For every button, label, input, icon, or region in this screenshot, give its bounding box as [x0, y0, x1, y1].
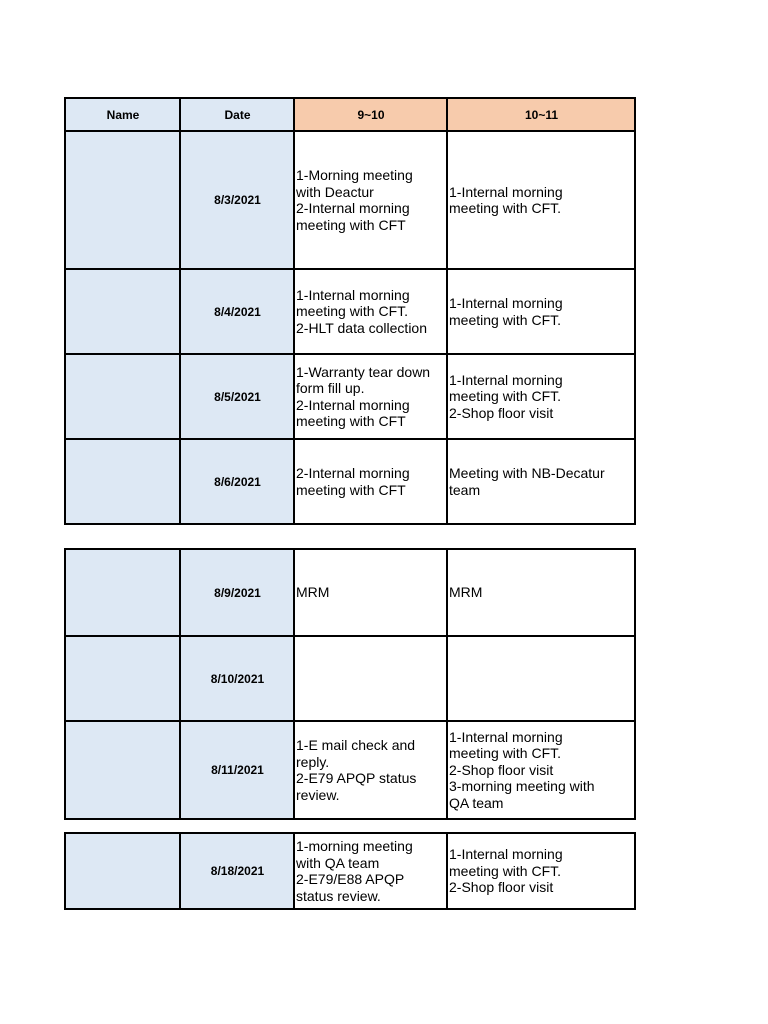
activity-line: 1-Internal morning — [449, 183, 563, 200]
activity-line: 2-Shop floor visit — [449, 761, 554, 778]
table-row — [65, 269, 635, 354]
date-cell: 8/3/2021 — [180, 131, 294, 269]
activity-line: MRM — [296, 584, 330, 601]
activity-line: QA team — [449, 794, 504, 811]
table-row — [65, 131, 635, 269]
header-row — [65, 98, 635, 131]
activity-line: review. — [296, 786, 340, 803]
activity-line: 1-Internal morning — [449, 846, 563, 863]
activity-line: 1-Internal morning — [296, 286, 410, 303]
activity-line: reply. — [296, 753, 330, 770]
date-cell: 8/6/2021 — [180, 439, 294, 524]
header-slot-9-10: 9~10 — [294, 98, 447, 131]
activity-line: 2-Internal morning — [296, 396, 410, 413]
header-slot-10-11: 10~11 — [447, 98, 635, 131]
activity-line: 1-E mail check and — [296, 737, 416, 753]
slot-9-10-cell — [294, 354, 447, 439]
activity-line: meeting with CFT — [296, 216, 406, 233]
name-cell — [65, 131, 180, 269]
name-cell — [65, 354, 180, 439]
activity-line: Meeting with NB-Decatur — [449, 465, 605, 481]
slot-10-11-cell — [447, 833, 635, 909]
name-cell — [65, 833, 180, 909]
activity-line: 1-Warranty tear down — [296, 363, 431, 380]
activity-line: 2-Internal morning — [296, 200, 410, 216]
slot-9-10-cell — [294, 636, 447, 721]
date-cell: 8/11/2021 — [180, 721, 294, 819]
slot-10-11-cell — [447, 269, 635, 354]
slot-9-10-cell — [294, 131, 447, 269]
table-row — [65, 354, 635, 439]
slot-10-11-cell — [447, 636, 635, 721]
activity-line: 2-Internal morning — [296, 465, 410, 481]
name-cell — [65, 439, 180, 524]
slot-10-11-cell — [447, 354, 635, 439]
slot-9-10-cell — [294, 721, 447, 819]
table-row — [65, 636, 635, 721]
activity-line: meeting with CFT. — [449, 862, 562, 879]
activity-line: with QA team — [296, 854, 380, 871]
slot-9-10-cell — [294, 439, 447, 524]
activity-line: team — [449, 481, 481, 498]
slot-9-10-cell — [294, 549, 447, 636]
name-cell — [65, 721, 180, 819]
activity-line: MRM — [449, 584, 483, 601]
date-cell: 8/5/2021 — [180, 354, 294, 439]
activity-line: meeting with CFT. — [449, 745, 562, 762]
activity-line: 2-Shop floor visit — [449, 404, 554, 421]
activity-line: meeting with CFT — [296, 413, 406, 429]
activity-line: meeting with CFT. — [449, 311, 562, 328]
table-row — [65, 549, 635, 636]
activity-line: meeting with CFT. — [449, 388, 562, 405]
name-cell — [65, 549, 180, 636]
activity-line: meeting with CFT. — [449, 200, 562, 216]
table-row — [65, 833, 635, 909]
name-cell — [65, 269, 180, 354]
date-cell: 8/10/2021 — [180, 636, 294, 721]
schedule-table-week-2 — [64, 548, 636, 820]
slot-9-10-cell — [294, 833, 447, 909]
activity-line: form fill up. — [296, 380, 365, 396]
table-row — [65, 721, 635, 819]
activity-line: 1-Morning meeting — [296, 167, 413, 183]
activity-line: meeting with CFT — [296, 481, 406, 498]
activity-line: 1-Internal morning — [449, 295, 563, 311]
schedule-table-week-3 — [64, 832, 636, 910]
activity-line: with Deactur — [296, 183, 374, 200]
slot-10-11-cell — [447, 131, 635, 269]
slot-10-11-cell — [447, 439, 635, 524]
header-date: Date — [180, 98, 294, 131]
activity-line: status review. — [296, 887, 381, 904]
activity-line: 2-HLT data collection — [296, 319, 427, 336]
slot-10-11-cell — [447, 549, 635, 636]
slot-10-11-cell — [447, 721, 635, 819]
activity-line: 1-Internal morning — [449, 728, 563, 745]
activity-line: 1-Internal morning — [449, 371, 563, 388]
date-cell: 8/18/2021 — [180, 833, 294, 909]
activity-line: 2-Shop floor visit — [449, 879, 554, 896]
activity-line: 1-morning meeting — [296, 838, 413, 854]
table-row — [65, 439, 635, 524]
date-cell: 8/4/2021 — [180, 269, 294, 354]
activity-line: 3-morning meeting with — [449, 778, 595, 795]
activity-line: meeting with CFT. — [296, 303, 409, 320]
slot-9-10-cell — [294, 269, 447, 354]
activity-line: 2-E79 APQP status — [296, 770, 417, 786]
activity-line: 2-E79/E88 APQP — [296, 871, 405, 887]
date-cell: 8/9/2021 — [180, 549, 294, 636]
schedule-table-week-1 — [64, 97, 636, 525]
name-cell — [65, 636, 180, 721]
header-name: Name — [65, 98, 180, 131]
